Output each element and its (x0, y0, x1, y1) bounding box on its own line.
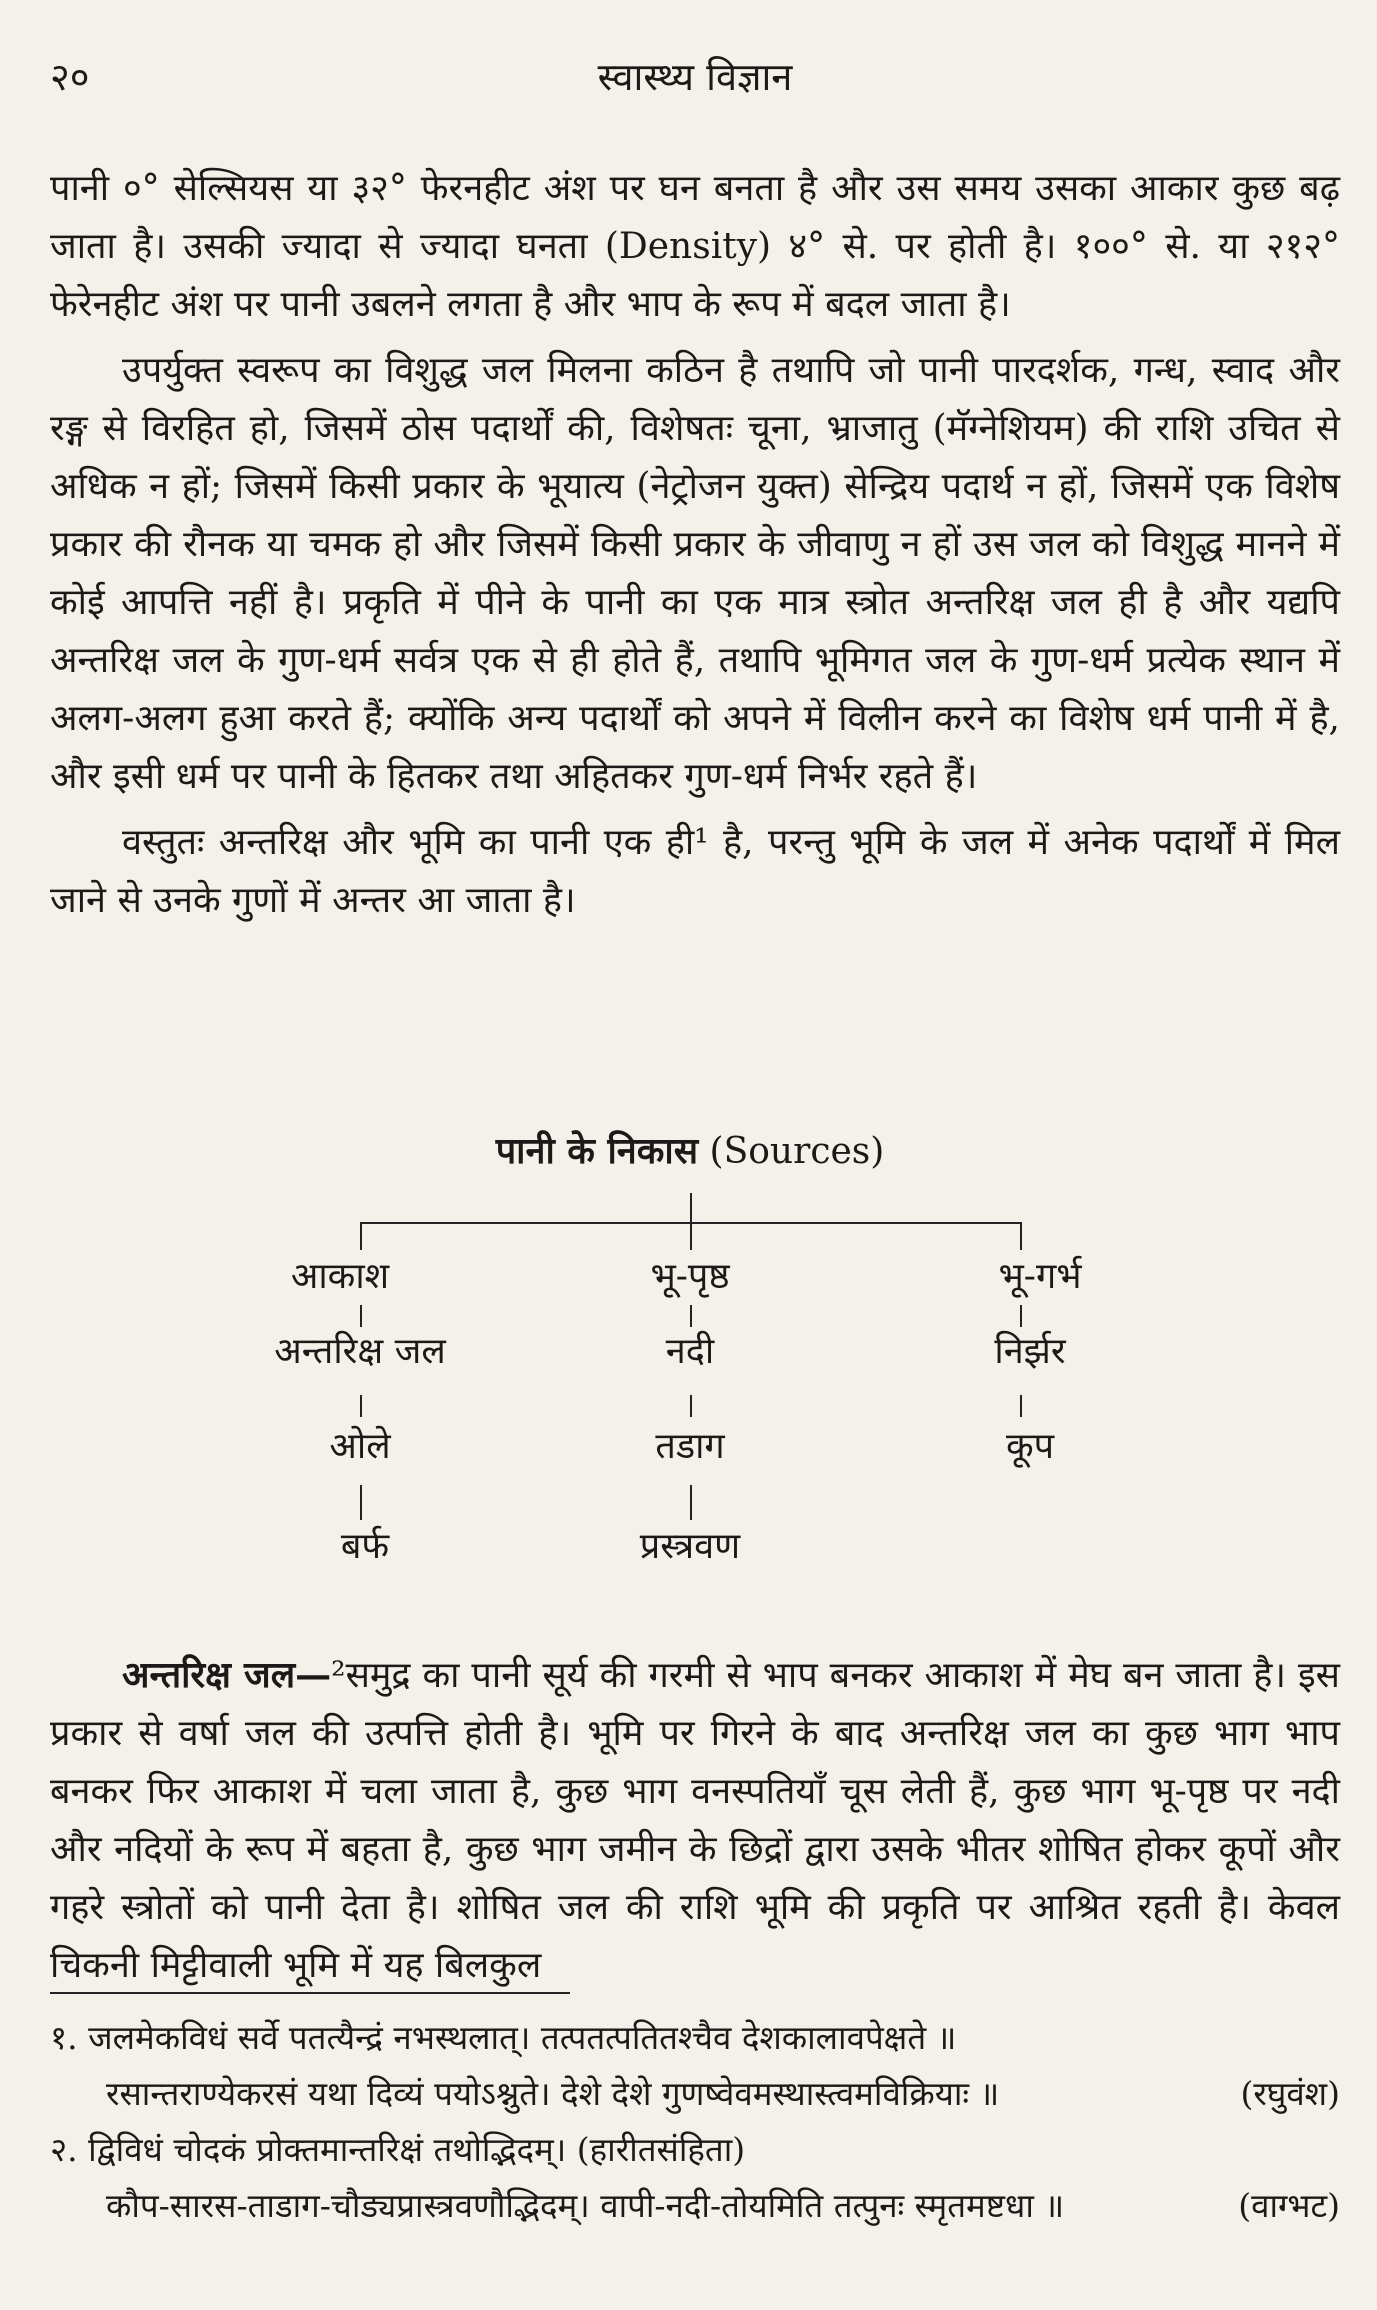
source-spring-flow: प्रस्त्रवण (639, 1526, 741, 1567)
section-sky-water (50, 1646, 1340, 1995)
footnote-2-line-2 (50, 2178, 1340, 2234)
connector (360, 1395, 362, 1417)
paragraph-sky-and-ground-water: वस्तुतः अन्तरिक्ष और भूमि का पानी एक ही¹ है, परन्तु भूमि के जल में अनेक पदार्थों में मिल जाने से उनके गुणों में अन्तर आ जाता है। (50, 822, 1340, 921)
connector (690, 1485, 692, 1520)
footnote-1-line-1: १. जलमेकविधं सर्वे पतत्यैन्द्रं नभस्थलात्। तत्पतत्पतितश्चैव देशकालावपेक्षते ॥ (50, 2018, 957, 2057)
diagram-title (240, 1125, 1140, 1174)
body-text (50, 160, 1340, 930)
source-sky: आकाश (290, 1256, 390, 1297)
diagram-title-hindi: पानी के निकास (495, 1130, 699, 1172)
footnote-1-verse: रसान्तराण्येकरसं यथा दिव्यं पयोऽश्नुते। देशे देशे गुणष्वेवमस्थास्त्वमविक्रियाः ॥ (106, 2074, 1000, 2113)
footnote-1-line-2 (50, 2066, 1340, 2122)
connector (690, 1395, 692, 1417)
diagram-title-english: (Sources) (698, 1131, 885, 1172)
footnote-2-line-1: २. द्विविधं चोदकं प्रोक्तमान्तरिक्षं तथोद्भिदम्। (हारीतसंहिता) (50, 2130, 746, 2169)
section-heading: अन्तरिक्ष जल— (122, 1654, 332, 1696)
connector (690, 1305, 692, 1327)
paragraph-pure-water: उपर्युक्त स्वरूप का विशुद्ध जल मिलना कठिन है तथापि जो पानी पारदर्शक, गन्ध, स्वाद और रङ्ग से विरहित हो, जिसमें ठोस पदार्थों की, विशेषतः चूना, भ्राजातु (मॅग्नेशियम) की राशि उचित से अधिक न हों; जिसमें किसी प्रकार के भूयात्य (नेट्रोजन युक्त) सेन्द्रिय पदार्थ न हों, जिसमें एक विशेष प्रकार की रौनक या चमक हो और जिसमें किसी प्रकार के जीवाणु न हों उस जल को विशुद्ध मानने में कोई आपत्ति नहीं है। प्रकृति में पीने के पानी का एक मात्र स्त्रोत अन्तरिक्ष जल ही है और यद्यपि अन्तरिक्ष जल के गुण-धर्म सर्वत्र एक से ही होते हैं, तथापि भूमिगत जल के गुण-धर्म प्रत्येक स्थान में अलग-अलग हुआ करते हैं; क्योंकि अन्य पदार्थों को अपने में विलीन करने का विशेष धर्म पानी में है, और इसी धर्म पर पानी के हितकर तथा अहितकर गुण-धर्म निर्भर रहते हैं। (50, 350, 1340, 797)
source-surface: भू-पृष्ठ (650, 1256, 730, 1297)
footnote-1-source: (रघुवंश) (1240, 2074, 1340, 2113)
connector (360, 1485, 362, 1520)
source-snow: बर्फ (340, 1526, 390, 1567)
footnote-divider (50, 1992, 570, 1994)
source-hail: ओले (329, 1426, 391, 1467)
footnotes (50, 2010, 1340, 2234)
tree-stem (690, 1193, 692, 1223)
connector (360, 1305, 362, 1327)
footnote-2-verse: कौप-सारस-ताडाग-चौड्यप्रास्त्रवणौद्भिदम्। वापी-नदी-तोयमिति तत्पुनः स्मृतमष्टधा ॥ (106, 2186, 1065, 2225)
tree-drop-right (1020, 1222, 1022, 1250)
source-sky-water: अन्तरिक्ष जल (274, 1331, 446, 1372)
page-number: २० (50, 55, 90, 99)
water-sources-diagram (240, 1125, 1140, 1615)
source-underground: भू-गर्भ (998, 1256, 1082, 1297)
section-text: ²समुद्र का पानी सूर्य की गरमी से भाप बनकर आकाश में मेघ बन जाता है। इस प्रकार से वर्षा जल की उत्पत्ति होती है। भूमि पर गिरने के बाद अन्तरिक्ष जल का कुछ भाग भाप बनकर फिर आकाश में चला जाता है, कुछ भाग वनस्पतियाँ चूस लेती हैं, कुछ भाग भू-पृष्ठ पर नदी और नदियों के रूप में बहता है, कुछ भाग जमीन के छिद्रों द्वारा उसके भीतर शोषित होकर कूपों और गहरे स्त्रोतों को पानी देता है। शोषित जल की राशि भूमि की प्रकृति पर आश्रित रहती है। केवल चिकनी मिट्टीवाली भूमि में यह बिलकुल (50, 1655, 1340, 1986)
page-header (50, 50, 1340, 110)
source-well: कूप (1005, 1426, 1055, 1467)
paragraph-freezing-boiling: पानी ०° सेल्सियस या ३२° फेरनहीट अंश पर घन बनता है और उस समय उसका आकार कुछ बढ़ जाता है। उसकी ज्यादा से ज्यादा घनता (Density) ४° से. पर होती है। १००° से. या २१२° फेरेनहीट अंश पर पानी उबलने लगता है और भाप के रूप में बदल जाता है। (50, 168, 1340, 325)
footnote-2-source: (वाग्भट) (1238, 2186, 1340, 2225)
source-pond: तडाग (655, 1426, 725, 1467)
tree-drop-left (360, 1222, 362, 1250)
tree-drop-middle (690, 1222, 692, 1250)
connector (1020, 1305, 1022, 1327)
source-spring: निर्झर (994, 1331, 1066, 1372)
running-title: स्वास्थ्य विज्ञान (597, 55, 793, 99)
connector (1020, 1395, 1022, 1417)
source-river: नदी (665, 1331, 715, 1372)
